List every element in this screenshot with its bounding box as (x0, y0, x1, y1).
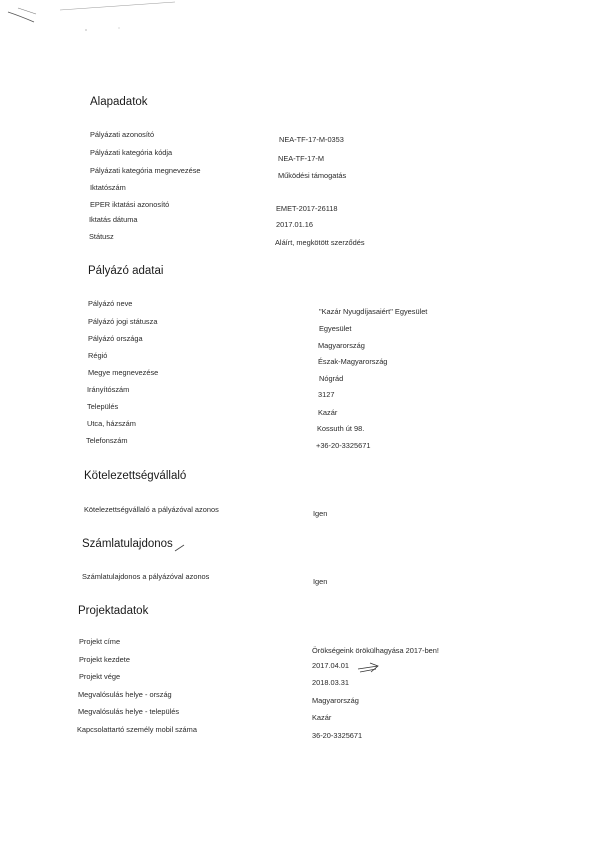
field-value: 3127 (318, 390, 335, 399)
field-label: Pályázati kategória kódja (90, 148, 173, 157)
section-title: Számlatulajdonos (82, 538, 173, 550)
field-label: Projekt kezdete (79, 655, 130, 664)
field-label: Telefonszám (86, 436, 128, 445)
field-label: Pályázó jogi státusza (88, 317, 158, 326)
section-alapadatok (90, 96, 148, 108)
section-title: Projektadatok (78, 605, 149, 617)
field-label: Iktatószám (90, 183, 126, 192)
section-projektadatok (78, 605, 148, 617)
scan-artifact-mark (0, 0, 180, 40)
field-label: Megvalósulás helye - település (78, 707, 180, 716)
field-label: Iktatás dátuma (89, 215, 138, 224)
field-label: Pályázati kategória megnevezése (90, 166, 201, 175)
section-title: Alapadatok (90, 96, 148, 108)
field-label: Megvalósulás helye - ország (78, 690, 172, 699)
field-value: Egyesület (319, 324, 352, 333)
pen-mark (174, 543, 186, 553)
field-value: "Kazár Nyugdíjasaiért" Egyesület (319, 307, 428, 316)
field-value: EMET-2017-26118 (276, 204, 338, 213)
section-palyazo-adatai (88, 265, 163, 277)
field-label: Pályázati azonosító (90, 130, 155, 139)
field-label: Régió (88, 351, 108, 360)
field-label: Számlatulajdonos a pályázóval azonos (82, 572, 210, 581)
field-value: Kazár (312, 713, 332, 722)
field-label: Megye megnevezése (88, 368, 159, 377)
field-value: 2017.04.01 (312, 661, 349, 670)
field-value: NEA-TF-17-M-0353 (279, 135, 344, 144)
field-value: Magyarország (312, 696, 359, 705)
field-value: Örökségeink örökülhagyása 2017-ben! (312, 646, 439, 655)
field-label: Kapcsolattartó személy mobil száma (77, 725, 197, 734)
field-label: Település (87, 402, 119, 411)
field-value: Igen (313, 577, 328, 586)
field-label: Projekt vége (79, 672, 121, 681)
field-label: Utca, házszám (87, 419, 136, 428)
field-label: EPER iktatási azonosító (90, 200, 170, 209)
field-value: Működési támogatás (278, 171, 347, 180)
handwritten-arrow-mark (356, 661, 382, 675)
section-title: Kötelezettségvállaló (84, 470, 187, 482)
field-value: Kazár (318, 408, 338, 417)
field-label: Projekt címe (79, 637, 121, 646)
section-title: Pályázó adatai (88, 265, 164, 277)
field-value: NEA-TF-17-M (278, 154, 324, 163)
field-label: Irányítószám (87, 385, 130, 394)
field-value: +36-20-3325671 (316, 441, 371, 450)
section-kotelezettsegvallalo (84, 470, 186, 482)
field-value: Nógrád (319, 374, 344, 383)
section-szamlatulajdonos (82, 538, 173, 550)
field-value: 2017.01.16 (276, 220, 313, 229)
field-label: Pályázó országa (88, 334, 143, 343)
field-value: Magyarország (318, 341, 365, 350)
field-value: Igen (313, 509, 328, 518)
field-value: 36-20-3325671 (312, 731, 363, 740)
field-value: Aláírt, megkötött szerződés (275, 238, 365, 247)
field-label: Státusz (89, 232, 114, 241)
field-value: 2018.03.31 (312, 678, 349, 687)
field-label: Pályázó neve (88, 299, 133, 308)
field-value: Kossuth út 98. (317, 424, 365, 433)
field-label: Kötelezettségvállaló a pályázóval azonos (84, 505, 219, 514)
field-value: Észak-Magyarország (318, 357, 388, 366)
